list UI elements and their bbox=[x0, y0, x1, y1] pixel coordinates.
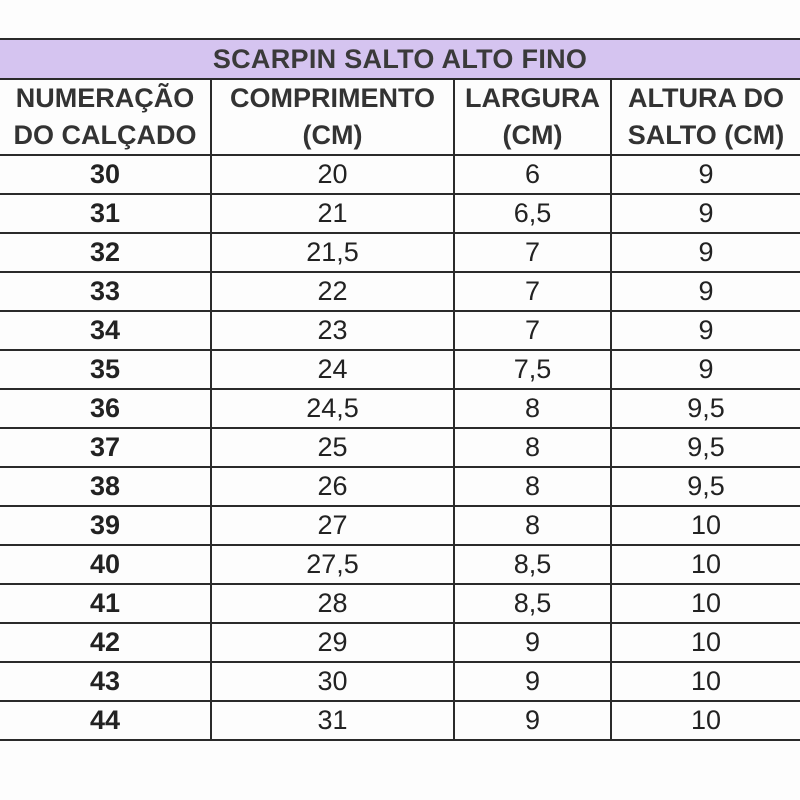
shoe-size-cell: 38 bbox=[0, 467, 211, 506]
width-cell: 6 bbox=[454, 155, 611, 194]
shoe-size-cell: 36 bbox=[0, 389, 211, 428]
header-length-line1: COMPRIMENTO bbox=[229, 83, 435, 113]
length-cell: 23 bbox=[211, 311, 454, 350]
shoe-size-cell: 33 bbox=[0, 272, 211, 311]
table-title: SCARPIN SALTO ALTO FINO bbox=[0, 39, 800, 79]
header-width-line2: (CM) bbox=[502, 120, 563, 150]
shoe-size-cell: 30 bbox=[0, 155, 211, 194]
header-shoe-size-line1: NUMERAÇÃO bbox=[15, 83, 195, 113]
table-row bbox=[0, 506, 800, 545]
shoe-size-cell: 39 bbox=[0, 506, 211, 545]
width-cell: 8 bbox=[454, 389, 611, 428]
width-cell: 8,5 bbox=[454, 545, 611, 584]
heel-height-cell: 10 bbox=[611, 584, 800, 623]
length-cell: 25 bbox=[211, 428, 454, 467]
table-row bbox=[0, 701, 800, 740]
width-cell: 8 bbox=[454, 428, 611, 467]
table-row bbox=[0, 428, 800, 467]
shoe-size-cell: 35 bbox=[0, 350, 211, 389]
length-cell: 21 bbox=[211, 194, 454, 233]
table-row bbox=[0, 350, 800, 389]
length-cell: 21,5 bbox=[211, 233, 454, 272]
header-length-line2: (CM) bbox=[302, 120, 363, 150]
width-cell: 7,5 bbox=[454, 350, 611, 389]
heel-height-cell: 9,5 bbox=[611, 428, 800, 467]
heel-height-cell: 9 bbox=[611, 272, 800, 311]
header-shoe-size-line2: DO CALÇADO bbox=[13, 120, 197, 150]
shoe-size-cell: 34 bbox=[0, 311, 211, 350]
width-cell: 7 bbox=[454, 311, 611, 350]
width-cell: 9 bbox=[454, 701, 611, 740]
table-row bbox=[0, 389, 800, 428]
table-row bbox=[0, 662, 800, 701]
width-cell: 8 bbox=[454, 467, 611, 506]
header-row bbox=[0, 79, 800, 155]
width-cell: 7 bbox=[454, 272, 611, 311]
header-width bbox=[454, 79, 611, 155]
header-length bbox=[211, 79, 454, 155]
shoe-size-cell: 31 bbox=[0, 194, 211, 233]
length-cell: 27,5 bbox=[211, 545, 454, 584]
length-cell: 29 bbox=[211, 623, 454, 662]
length-cell: 26 bbox=[211, 467, 454, 506]
heel-height-cell: 9,5 bbox=[611, 467, 800, 506]
header-heel-height bbox=[611, 79, 800, 155]
table-row bbox=[0, 623, 800, 662]
table-row bbox=[0, 545, 800, 584]
length-cell: 22 bbox=[211, 272, 454, 311]
table-row bbox=[0, 584, 800, 623]
width-cell: 9 bbox=[454, 623, 611, 662]
width-cell: 8,5 bbox=[454, 584, 611, 623]
header-shoe-size bbox=[0, 79, 211, 155]
table-row bbox=[0, 155, 800, 194]
length-cell: 24 bbox=[211, 350, 454, 389]
length-cell: 28 bbox=[211, 584, 454, 623]
heel-height-cell: 9 bbox=[611, 194, 800, 233]
title-row bbox=[0, 39, 800, 79]
shoe-size-cell: 40 bbox=[0, 545, 211, 584]
heel-height-cell: 9 bbox=[611, 233, 800, 272]
shoe-size-cell: 44 bbox=[0, 701, 211, 740]
table-row bbox=[0, 272, 800, 311]
size-table bbox=[0, 38, 800, 741]
shoe-size-cell: 37 bbox=[0, 428, 211, 467]
width-cell: 6,5 bbox=[454, 194, 611, 233]
length-cell: 30 bbox=[211, 662, 454, 701]
shoe-size-cell: 41 bbox=[0, 584, 211, 623]
heel-height-cell: 10 bbox=[611, 506, 800, 545]
heel-height-cell: 10 bbox=[611, 623, 800, 662]
heel-height-cell: 9 bbox=[611, 311, 800, 350]
header-width-line1: LARGURA bbox=[465, 83, 600, 113]
heel-height-cell: 10 bbox=[611, 701, 800, 740]
heel-height-cell: 9 bbox=[611, 155, 800, 194]
header-heel-height-line1: ALTURA DO bbox=[628, 83, 784, 113]
header-heel-height-line2: SALTO (CM) bbox=[627, 120, 785, 150]
length-cell: 31 bbox=[211, 701, 454, 740]
width-cell: 7 bbox=[454, 233, 611, 272]
length-cell: 20 bbox=[211, 155, 454, 194]
length-cell: 27 bbox=[211, 506, 454, 545]
heel-height-cell: 9 bbox=[611, 350, 800, 389]
length-cell: 24,5 bbox=[211, 389, 454, 428]
heel-height-cell: 9,5 bbox=[611, 389, 800, 428]
shoe-size-cell: 43 bbox=[0, 662, 211, 701]
shoe-size-cell: 32 bbox=[0, 233, 211, 272]
table-row bbox=[0, 194, 800, 233]
table-row bbox=[0, 467, 800, 506]
table-row bbox=[0, 233, 800, 272]
heel-height-cell: 10 bbox=[611, 545, 800, 584]
shoe-size-cell: 42 bbox=[0, 623, 211, 662]
heel-height-cell: 10 bbox=[611, 662, 800, 701]
table-row bbox=[0, 311, 800, 350]
width-cell: 8 bbox=[454, 506, 611, 545]
width-cell: 9 bbox=[454, 662, 611, 701]
